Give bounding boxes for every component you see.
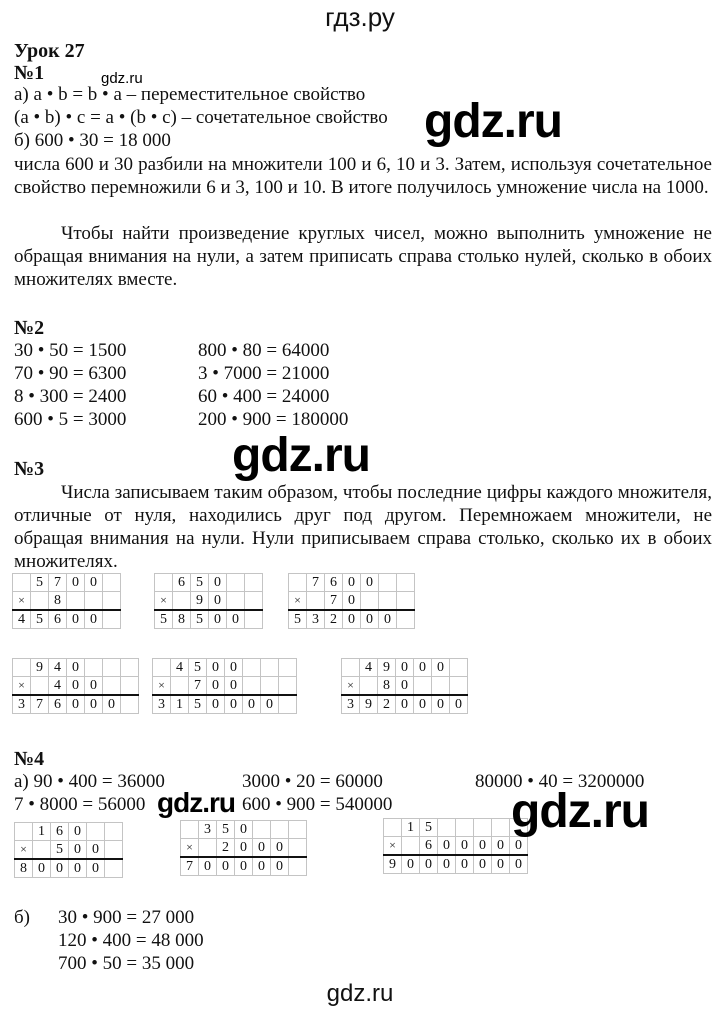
- grid-cell: 7: [31, 695, 49, 714]
- multiplication-table: [180, 820, 307, 876]
- grid-cell: 6: [173, 574, 191, 592]
- grid-row: [13, 659, 139, 677]
- grid-cell: [227, 574, 245, 592]
- grid-cell: 0: [271, 839, 289, 858]
- task2-right-2: 3 • 7000 = 21000: [198, 363, 330, 384]
- grid-cell: [379, 574, 397, 592]
- multiply-sign: ×: [181, 839, 199, 858]
- task1-line-a2: (a • b) • c = a • (b • c) – сочетательное свойство: [14, 107, 388, 128]
- watermark-small-1: gdz.ru: [101, 70, 143, 87]
- grid-row: [342, 677, 468, 696]
- multiply-sign: ×: [13, 592, 31, 611]
- grid-cell: [243, 677, 261, 696]
- task4-row2-b: 600 • 900 = 540000: [242, 794, 393, 815]
- grid-cell: [342, 659, 360, 677]
- multiply-sign: ×: [13, 677, 31, 696]
- task2-right-3: 60 • 400 = 24000: [198, 386, 330, 407]
- task2-left-4: 600 • 5 = 3000: [14, 409, 127, 430]
- task1-line-a1: а) a • b = b • a – переместительное свойство: [14, 84, 366, 105]
- grid-cell: 0: [207, 677, 225, 696]
- grid-row: [384, 855, 528, 874]
- grid-row: [15, 859, 123, 878]
- grid-cell: 0: [414, 659, 432, 677]
- grid-cell: [85, 592, 103, 611]
- task2-left-3: 8 • 300 = 2400: [14, 386, 127, 407]
- grid-cell: 0: [103, 695, 121, 714]
- grid-cell: [432, 677, 450, 696]
- grid-cell: [31, 677, 49, 696]
- grid-cell: 5: [420, 819, 438, 837]
- grid-cell: [105, 841, 123, 860]
- grid-cell: [379, 592, 397, 611]
- grid-cell: 4: [360, 659, 378, 677]
- grid-cell: 9: [384, 855, 402, 874]
- grid-cell: 4: [49, 659, 67, 677]
- task3-grid-6: [341, 658, 468, 714]
- task2-right-4: 200 • 900 = 180000: [198, 409, 349, 430]
- grid-cell: [227, 592, 245, 611]
- task4-grid-2: [180, 820, 307, 876]
- watermark-3: gdz.ru: [157, 787, 235, 818]
- grid-cell: 3: [307, 610, 325, 629]
- grid-cell: 6: [420, 837, 438, 856]
- task4-row1-b: 3000 • 20 = 60000: [242, 771, 383, 792]
- watermark-4: gdz.ru: [511, 785, 649, 838]
- grid-cell: [199, 839, 217, 858]
- grid-cell: [181, 821, 199, 839]
- grid-cell: 0: [253, 857, 271, 876]
- grid-cell: 3: [153, 695, 171, 714]
- grid-cell: 7: [325, 592, 343, 611]
- grid-cell: 0: [67, 574, 85, 592]
- grid-cell: 0: [235, 839, 253, 858]
- grid-cell: [289, 821, 307, 839]
- multiplication-table: [341, 658, 468, 714]
- task2-left-1: 30 • 50 = 1500: [14, 340, 127, 361]
- grid-cell: 5: [191, 610, 209, 629]
- grid-cell: [245, 610, 263, 629]
- grid-cell: 0: [235, 821, 253, 839]
- grid-cell: 5: [217, 821, 235, 839]
- multiply-sign: ×: [289, 592, 307, 611]
- task1-paragraph-2: Чтобы найти произведение круглых чисел, можно выполнить умножение не обращая внимания на нули, а затем приписать справа столько нулей, сколько в обоих множителях вместе.: [14, 223, 712, 290]
- grid-cell: 0: [207, 695, 225, 714]
- grid-cell: 7: [189, 677, 207, 696]
- grid-row: [342, 695, 468, 714]
- grid-cell: 0: [243, 695, 261, 714]
- grid-row: [153, 659, 297, 677]
- grid-cell: 3: [13, 695, 31, 714]
- grid-cell: 2: [325, 610, 343, 629]
- lesson-title: Урок 27: [14, 40, 85, 62]
- grid-cell: 0: [199, 857, 217, 876]
- task4-title: №4: [14, 748, 45, 770]
- grid-cell: 0: [343, 574, 361, 592]
- grid-cell: 0: [85, 695, 103, 714]
- grid-cell: [173, 592, 191, 611]
- grid-cell: [360, 677, 378, 696]
- grid-row: [181, 821, 307, 839]
- grid-cell: [307, 592, 325, 611]
- grid-cell: [67, 592, 85, 611]
- grid-cell: 0: [33, 859, 51, 878]
- grid-row: [153, 695, 297, 714]
- grid-cell: [155, 574, 173, 592]
- grid-cell: 7: [181, 857, 199, 876]
- grid-cell: [261, 677, 279, 696]
- grid-cell: 0: [87, 841, 105, 860]
- task2-left-2: 70 • 90 = 6300: [14, 363, 127, 384]
- task4-row1-a: а) 90 • 400 = 36000: [14, 771, 165, 792]
- grid-cell: 5: [189, 695, 207, 714]
- grid-row: [181, 839, 307, 858]
- grid-cell: 0: [456, 837, 474, 856]
- grid-row: [155, 610, 263, 629]
- grid-row: [289, 574, 415, 592]
- grid-cell: [103, 659, 121, 677]
- grid-cell: 0: [209, 592, 227, 611]
- grid-cell: 0: [438, 837, 456, 856]
- grid-cell: 9: [360, 695, 378, 714]
- grid-cell: 6: [325, 574, 343, 592]
- grid-cell: 2: [378, 695, 396, 714]
- grid-cell: 0: [432, 659, 450, 677]
- grid-cell: [456, 819, 474, 837]
- grid-cell: [103, 677, 121, 696]
- grid-cell: 3: [342, 695, 360, 714]
- grid-cell: [361, 592, 379, 611]
- grid-cell: [279, 695, 297, 714]
- grid-cell: [245, 592, 263, 611]
- grid-row: [13, 677, 139, 696]
- grid-cell: 0: [396, 677, 414, 696]
- grid-row: [155, 574, 263, 592]
- grid-row: [289, 592, 415, 611]
- grid-cell: [289, 857, 307, 876]
- grid-cell: 0: [227, 610, 245, 629]
- grid-cell: 6: [49, 610, 67, 629]
- grid-cell: 0: [67, 610, 85, 629]
- grid-cell: [474, 819, 492, 837]
- grid-cell: 0: [361, 574, 379, 592]
- grid-cell: 0: [69, 859, 87, 878]
- grid-cell: 0: [474, 855, 492, 874]
- grid-cell: [121, 659, 139, 677]
- grid-cell: 5: [31, 610, 49, 629]
- task3-title: №3: [14, 458, 45, 480]
- task4-grid-1: [14, 822, 123, 878]
- grid-cell: [384, 819, 402, 837]
- grid-cell: 9: [31, 659, 49, 677]
- grid-cell: [450, 677, 468, 696]
- grid-cell: 0: [396, 695, 414, 714]
- grid-row: [289, 610, 415, 629]
- grid-cell: 0: [235, 857, 253, 876]
- grid-cell: [397, 610, 415, 629]
- grid-cell: 4: [171, 659, 189, 677]
- grid-row: [13, 592, 121, 611]
- grid-cell: [153, 659, 171, 677]
- grid-cell: 0: [396, 659, 414, 677]
- grid-cell: 0: [474, 837, 492, 856]
- grid-cell: [13, 659, 31, 677]
- task3-grid-2: [154, 573, 263, 629]
- grid-cell: 5: [31, 574, 49, 592]
- grid-cell: 0: [492, 855, 510, 874]
- grid-cell: [103, 574, 121, 592]
- grid-cell: [245, 574, 263, 592]
- grid-cell: 2: [217, 839, 235, 858]
- grid-row: [13, 695, 139, 714]
- multiply-sign: ×: [342, 677, 360, 696]
- grid-row: [153, 677, 297, 696]
- multiply-sign: ×: [15, 841, 33, 860]
- watermark-1: gdz.ru: [424, 95, 562, 148]
- grid-cell: [105, 859, 123, 878]
- grid-cell: 0: [261, 695, 279, 714]
- grid-cell: [103, 592, 121, 611]
- grid-cell: 0: [217, 857, 235, 876]
- task3-grid-1: [12, 573, 121, 629]
- grid-cell: [121, 677, 139, 696]
- task2-title: №2: [14, 317, 45, 339]
- grid-row: [13, 574, 121, 592]
- grid-cell: 6: [49, 695, 67, 714]
- grid-cell: [438, 819, 456, 837]
- task4-grid-3: [383, 818, 528, 874]
- task3-paragraph: Числа записываем таким образом, чтобы последние цифры каждого множителя, отличные от нуля, находились друг под другом. Перемножаем множители, не обращая внимания на нули. Нули приписываем справа столько, сколько их в обоих множителях.: [14, 482, 712, 572]
- grid-cell: 5: [51, 841, 69, 860]
- grid-cell: 5: [191, 574, 209, 592]
- grid-cell: 0: [420, 855, 438, 874]
- task1-title: №1: [14, 62, 45, 84]
- grid-cell: 1: [171, 695, 189, 714]
- grid-cell: [33, 841, 51, 860]
- task4-b-line-1: 30 • 900 = 27 000: [58, 907, 195, 928]
- task4-row1-c: 80000 • 40 = 3200000: [475, 771, 645, 792]
- grid-cell: 8: [378, 677, 396, 696]
- grid-cell: 0: [225, 659, 243, 677]
- grid-cell: 0: [253, 839, 271, 858]
- grid-row: [181, 857, 307, 876]
- task3-grid-4: [12, 658, 139, 714]
- grid-cell: 0: [456, 855, 474, 874]
- grid-cell: 0: [379, 610, 397, 629]
- grid-row: [384, 837, 528, 856]
- site-header: гдз.ру: [325, 2, 395, 32]
- multiplication-table: [383, 818, 528, 874]
- grid-cell: 4: [13, 610, 31, 629]
- grid-cell: [402, 837, 420, 856]
- multiplication-table: [14, 822, 123, 878]
- grid-row: [384, 819, 528, 837]
- grid-cell: 8: [49, 592, 67, 611]
- grid-cell: [105, 823, 123, 841]
- grid-cell: 0: [67, 677, 85, 696]
- task4-b-label: б): [14, 907, 30, 928]
- grid-cell: [87, 823, 105, 841]
- site-footer: gdz.ru: [326, 980, 394, 1007]
- grid-cell: 0: [209, 574, 227, 592]
- grid-cell: [450, 659, 468, 677]
- grid-cell: 0: [85, 610, 103, 629]
- multiply-sign: ×: [155, 592, 173, 611]
- grid-cell: 0: [225, 677, 243, 696]
- grid-cell: 9: [378, 659, 396, 677]
- grid-cell: [261, 659, 279, 677]
- multiplication-table: [154, 573, 263, 629]
- watermark-2: gdz.ru: [232, 429, 370, 482]
- grid-cell: 0: [69, 823, 87, 841]
- multiplication-table: [288, 573, 415, 629]
- grid-cell: [397, 574, 415, 592]
- task2-right-1: 800 • 80 = 64000: [198, 340, 330, 361]
- grid-cell: 7: [49, 574, 67, 592]
- grid-cell: [121, 695, 139, 714]
- grid-cell: 9: [191, 592, 209, 611]
- task3-grid-5: [152, 658, 297, 714]
- grid-cell: 0: [87, 859, 105, 878]
- grid-cell: 0: [438, 855, 456, 874]
- multiplication-table: [152, 658, 297, 714]
- grid-cell: 1: [402, 819, 420, 837]
- grid-cell: 4: [49, 677, 67, 696]
- task4-row2-a: 7 • 8000 = 56000: [14, 794, 146, 815]
- grid-cell: [253, 821, 271, 839]
- grid-cell: 5: [289, 610, 307, 629]
- grid-cell: 0: [510, 837, 528, 856]
- grid-cell: 0: [69, 841, 87, 860]
- grid-cell: 5: [189, 659, 207, 677]
- grid-cell: 3: [199, 821, 217, 839]
- grid-row: [155, 592, 263, 611]
- grid-cell: 0: [432, 695, 450, 714]
- grid-cell: 7: [307, 574, 325, 592]
- grid-row: [342, 659, 468, 677]
- grid-cell: [243, 659, 261, 677]
- task1-paragraph-1: числа 600 и 30 разбили на множители 100 и 6, 10 и 3. Затем, используя сочетательное свойство перемножили 6 и 3, 100 и 10. В итоге получилось умножение числа на 1000.: [14, 154, 712, 198]
- grid-cell: [397, 592, 415, 611]
- grid-cell: [171, 677, 189, 696]
- grid-row: [15, 841, 123, 860]
- grid-cell: 0: [492, 837, 510, 856]
- grid-cell: [414, 677, 432, 696]
- grid-cell: 1: [33, 823, 51, 841]
- grid-cell: [289, 839, 307, 858]
- grid-cell: 5: [155, 610, 173, 629]
- grid-cell: 0: [402, 855, 420, 874]
- task3-grid-3: [288, 573, 415, 629]
- grid-cell: 0: [51, 859, 69, 878]
- grid-cell: 0: [67, 659, 85, 677]
- grid-cell: 0: [207, 659, 225, 677]
- grid-cell: [289, 574, 307, 592]
- grid-cell: 0: [67, 695, 85, 714]
- grid-cell: [13, 574, 31, 592]
- grid-cell: [85, 659, 103, 677]
- grid-cell: 0: [225, 695, 243, 714]
- grid-cell: 0: [209, 610, 227, 629]
- multiply-sign: ×: [384, 837, 402, 856]
- grid-row: [13, 610, 121, 629]
- task4-b-line-3: 700 • 50 = 35 000: [58, 953, 195, 974]
- grid-cell: 0: [510, 855, 528, 874]
- multiply-sign: ×: [153, 677, 171, 696]
- grid-cell: 0: [343, 610, 361, 629]
- multiplication-table: [12, 573, 121, 629]
- grid-cell: 0: [361, 610, 379, 629]
- task1-line-b: б) 600 • 30 = 18 000: [14, 130, 171, 151]
- grid-cell: [103, 610, 121, 629]
- grid-row: [15, 823, 123, 841]
- grid-cell: [271, 821, 289, 839]
- grid-cell: 0: [271, 857, 289, 876]
- grid-cell: 0: [85, 574, 103, 592]
- multiplication-table: [12, 658, 139, 714]
- grid-cell: [279, 659, 297, 677]
- task4-b-line-2: 120 • 400 = 48 000: [58, 930, 204, 951]
- grid-cell: 8: [15, 859, 33, 878]
- grid-cell: [492, 819, 510, 837]
- grid-cell: 0: [343, 592, 361, 611]
- grid-cell: [15, 823, 33, 841]
- grid-cell: 8: [173, 610, 191, 629]
- grid-cell: [279, 677, 297, 696]
- grid-cell: 6: [51, 823, 69, 841]
- grid-cell: [31, 592, 49, 611]
- grid-cell: 0: [414, 695, 432, 714]
- grid-cell: 0: [85, 677, 103, 696]
- grid-cell: 0: [450, 695, 468, 714]
